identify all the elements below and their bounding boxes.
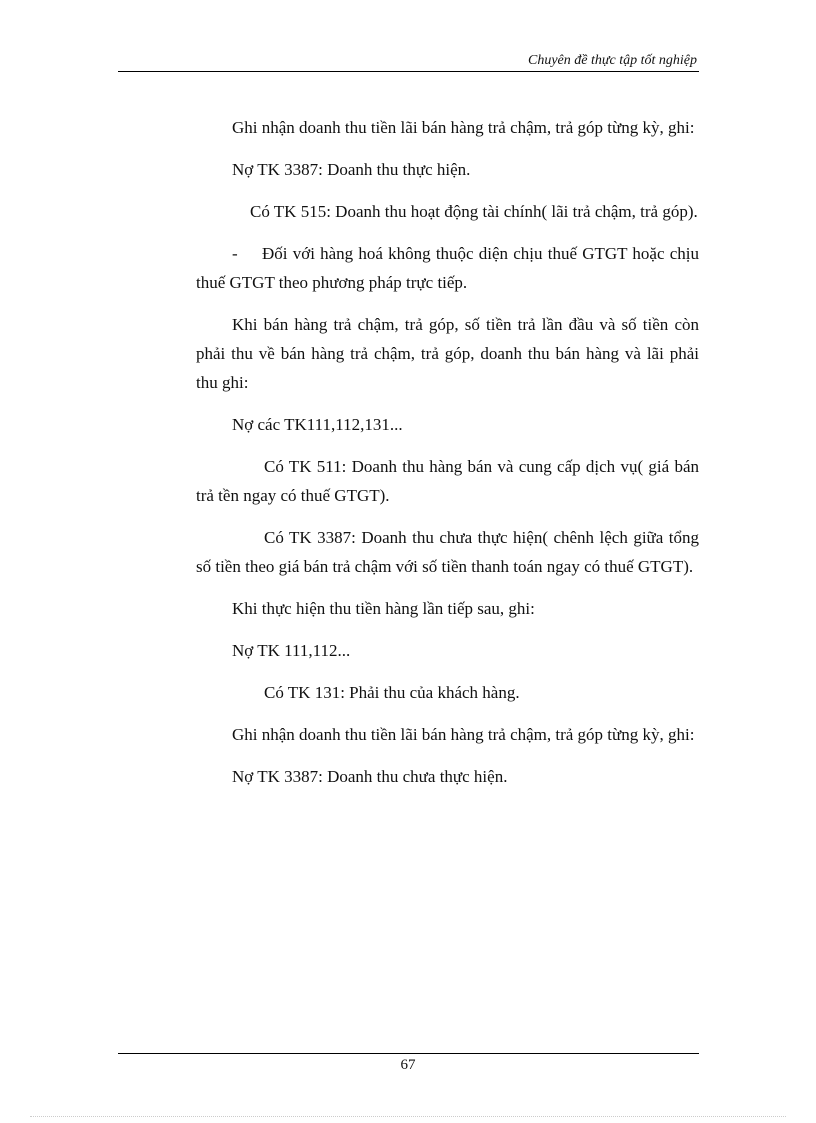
paragraph: Nợ TK 111,112...	[232, 641, 351, 660]
footer-divider	[118, 1053, 699, 1054]
document-body	[196, 113, 699, 804]
paragraph: Khi thực hiện thu tiền hàng lần tiếp sau, ghi:	[232, 599, 535, 618]
bullet-text: Đối với hàng hoá không thuộc diện chịu thuế GTGT hoặc chịu thuế GTGT theo phương pháp trực tiếp.	[196, 244, 699, 292]
paragraph: Ghi nhận doanh thu tiền lãi bán hàng trả chậm, trả góp từng kỳ, ghi:	[232, 118, 695, 137]
paragraph: Nợ TK 3387: Doanh thu chưa thực hiện.	[232, 767, 508, 786]
paragraph: Khi bán hàng trả chậm, trả góp, số tiền trả lần đầu và số tiền còn phải thu về bán hàng trả chậm, trả góp, doanh thu bán hàng và lãi phải thu ghi:	[196, 315, 699, 392]
paragraph: Ghi nhận doanh thu tiền lãi bán hàng trả chậm, trả góp từng kỳ, ghi:	[232, 725, 695, 744]
paragraph: Có TK 131: Phải thu của khách hàng.	[264, 683, 520, 702]
paragraph: Có TK 3387: Doanh thu chưa thực hiện( chênh lệch giữa tổng số tiền theo giá bán trả chậm với số tiền thanh toán ngay có thuế GTGT).	[196, 528, 699, 576]
paragraph: Nợ các TK111,112,131...	[232, 415, 403, 434]
paragraph: Có TK 511: Doanh thu hàng bán và cung cấp dịch vụ( giá bán trả tền ngay có thuế GTGT).	[196, 457, 699, 505]
running-header: Chuyên đề thực tập tốt nghiệp	[528, 53, 697, 68]
bullet-dash: -	[232, 244, 238, 263]
paragraph: Nợ TK 3387: Doanh thu thực hiện.	[232, 160, 471, 179]
header-divider	[118, 71, 699, 72]
page-number: 67	[400, 1057, 416, 1073]
bullet-paragraph	[196, 239, 699, 297]
paragraph: Có TK 515: Doanh thu hoạt động tài chính( lãi trả chậm, trả góp).	[250, 202, 698, 221]
page-edge-dots	[30, 1116, 786, 1117]
